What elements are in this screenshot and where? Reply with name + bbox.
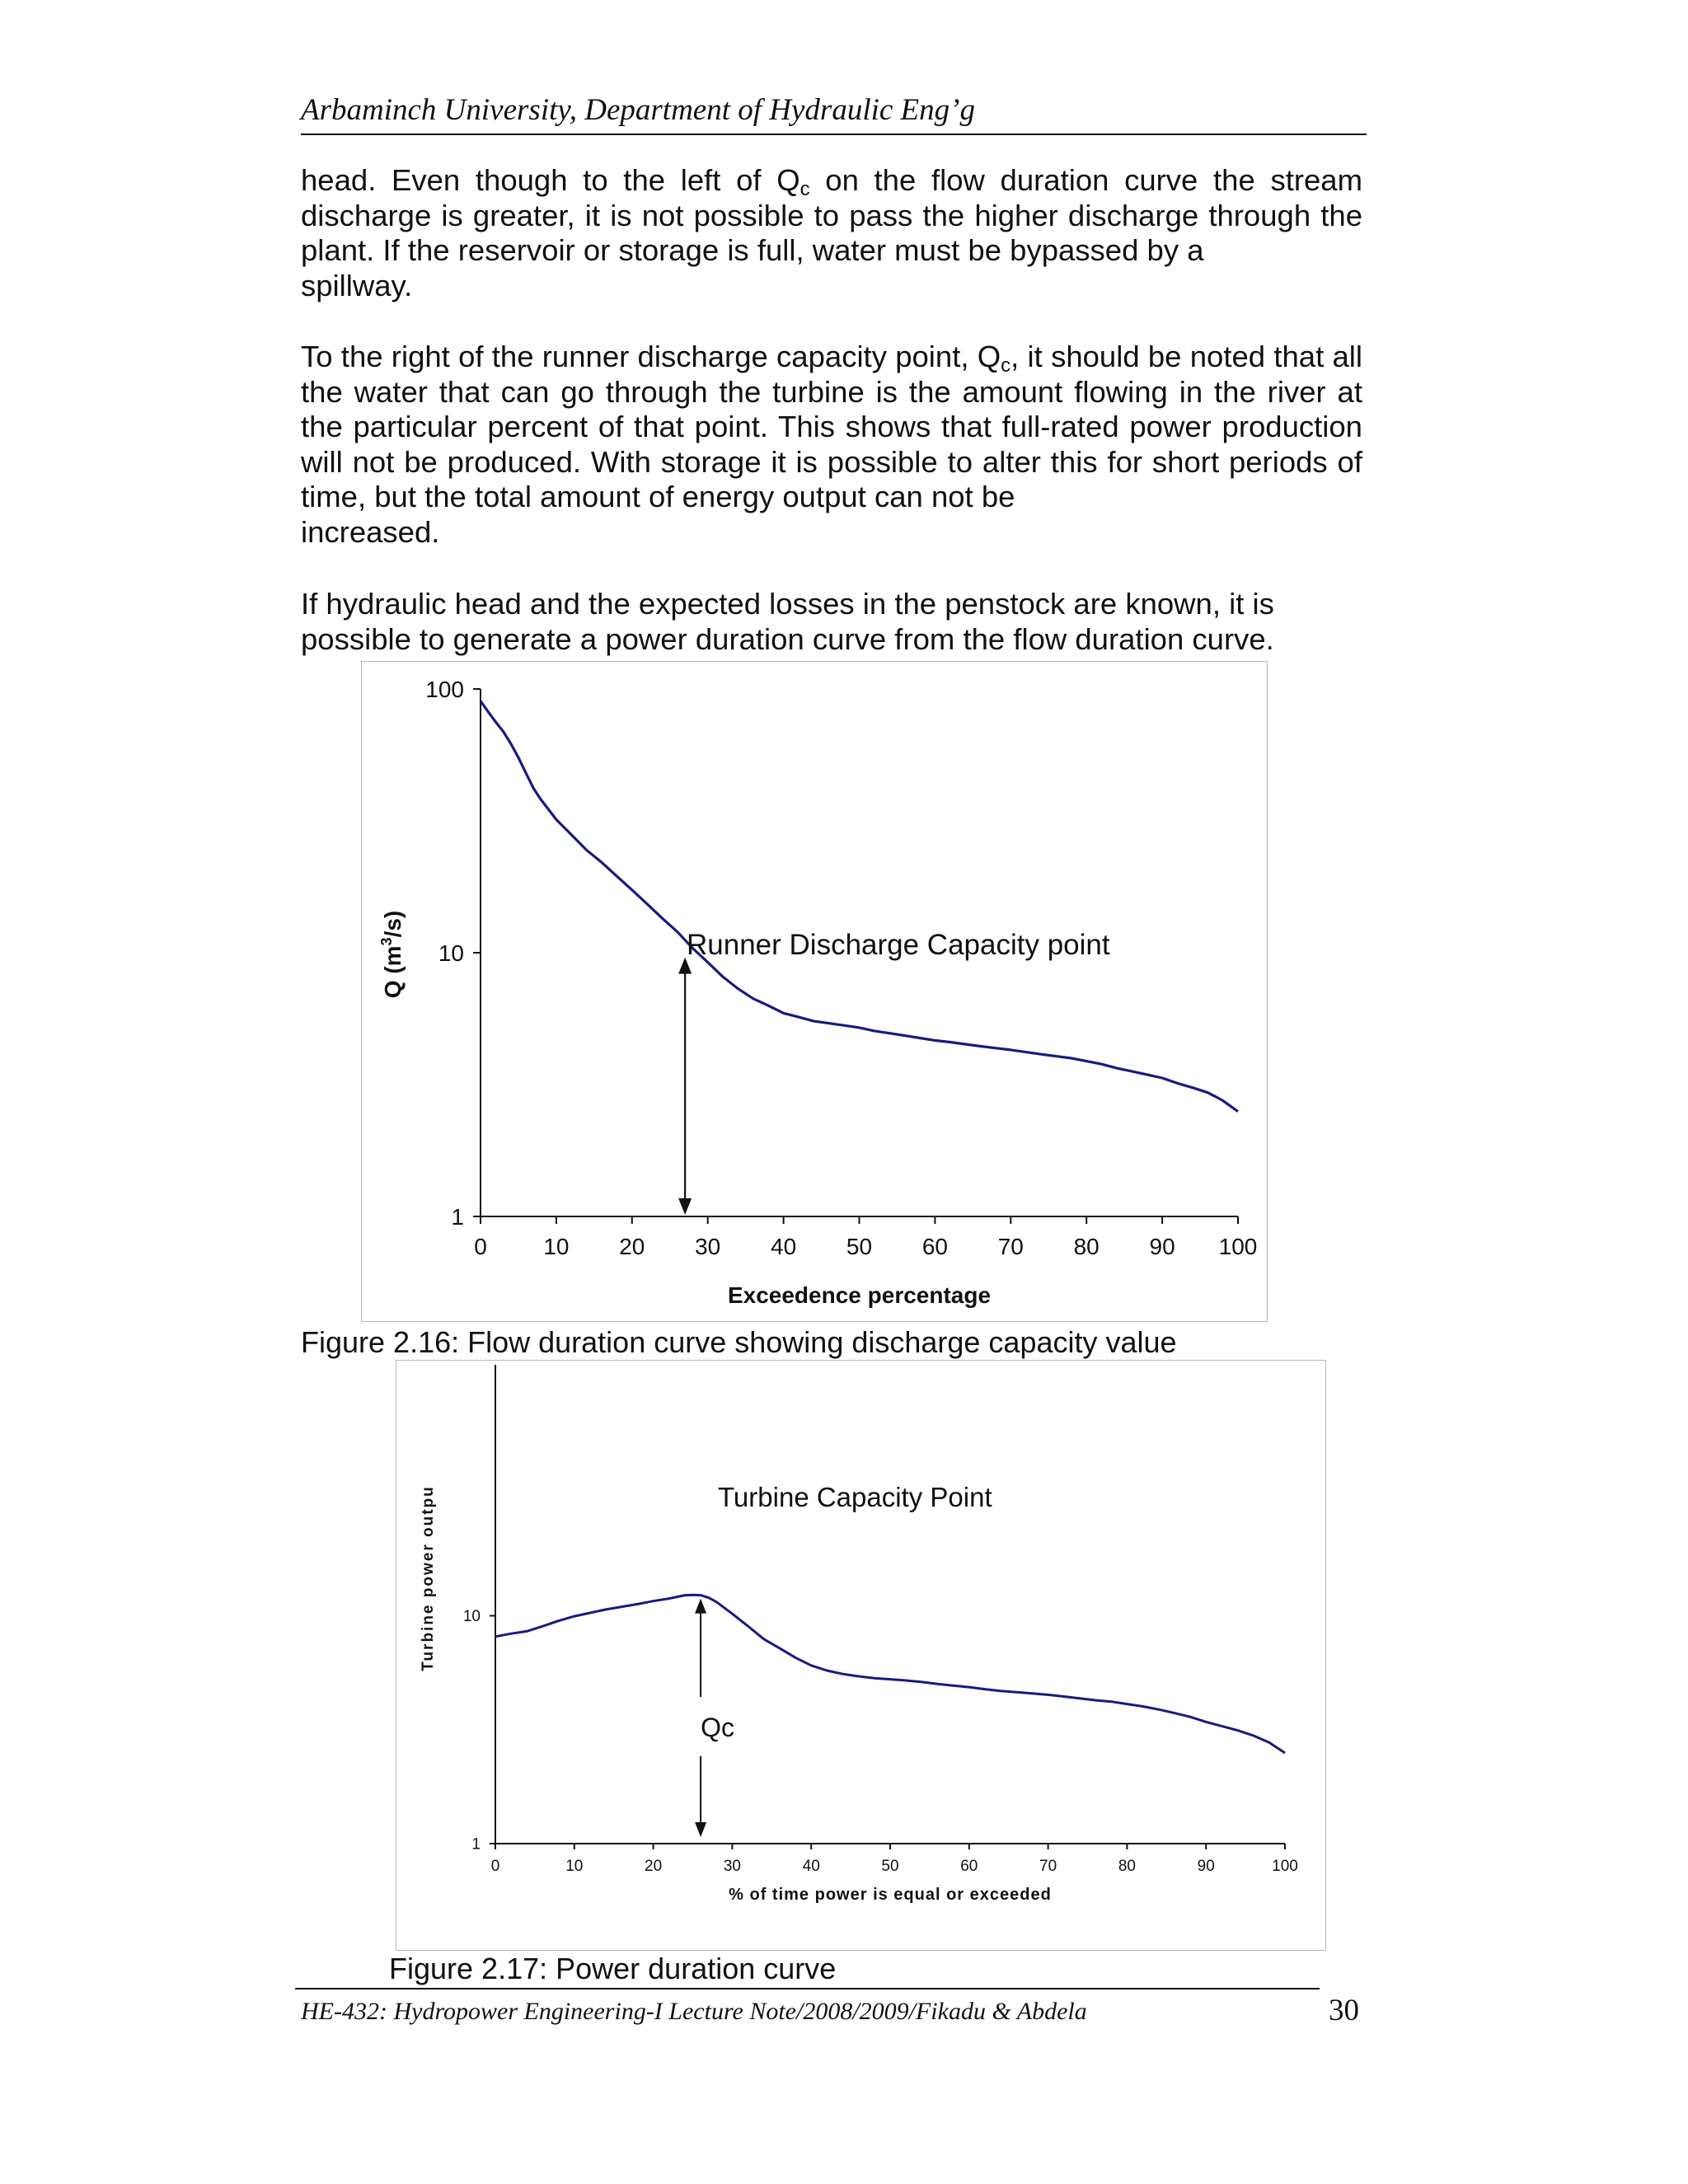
- series-line: [481, 701, 1238, 1112]
- paragraph-1-text-a: head. Even though to the left of Q: [301, 163, 800, 197]
- x-tick-label: 70: [997, 1234, 1024, 1259]
- y-tick-label: 1: [471, 1835, 481, 1854]
- qc-arrow-head-down: [695, 1822, 706, 1837]
- x-tick-label: 100: [1218, 1234, 1258, 1259]
- runner-capacity-label: Runner Discharge Capacity point: [687, 929, 1110, 961]
- page-number: 30: [1329, 1994, 1359, 2027]
- capacity-arrow-head-down: [678, 1198, 692, 1215]
- paragraph-1: [301, 163, 1362, 303]
- x-tick-label: 0: [490, 1858, 500, 1875]
- x-tick-label: 30: [695, 1234, 721, 1259]
- y-axis-title: Q $(m^3/s)$: [378, 910, 406, 999]
- x-tick-label: 80: [1073, 1234, 1100, 1259]
- paragraph-2-subscript: c: [1001, 354, 1011, 377]
- x-tick-label: 20: [619, 1234, 645, 1259]
- x-tick-label: 90: [1197, 1858, 1215, 1875]
- x-tick-label: 60: [921, 1234, 948, 1259]
- x-tick-label: 30: [723, 1858, 741, 1875]
- x-tick-label: 20: [645, 1858, 663, 1875]
- paragraph-1-subscript: c: [799, 178, 810, 200]
- paragraph-3-last-line: possible to generate a power duration curve from the flow duration curve.: [301, 621, 1274, 656]
- paragraph-2-text-a: To the right of the runner discharge capacity point, Q: [301, 340, 1001, 373]
- qc-arrow-head-up: [695, 1599, 706, 1614]
- x-tick-label: 0: [474, 1234, 487, 1259]
- x-tick-label: 70: [1039, 1858, 1057, 1875]
- paragraph-3: [301, 587, 1362, 657]
- paragraph-2: [301, 340, 1362, 550]
- running-header: Arbaminch University, Department of Hydraulic Eng’g: [301, 93, 975, 127]
- figure-flow-duration-chart: [361, 661, 1268, 1322]
- paragraph-1-text-b: on the flow duration curve the stream discharge is greater, it is not possible to pass the higher discharge through the plant. If the reservoir or storage is full, water must be bypassed by a: [301, 163, 1362, 267]
- paragraph-1-last-line: spillway.: [301, 268, 413, 302]
- turbine-capacity-label: Turbine Capacity Point: [718, 1482, 992, 1512]
- y-tick-label: 1: [451, 1203, 464, 1230]
- power-duration-chart-svg: [396, 1361, 1325, 1950]
- footer-text: HE-432: Hydropower Engineering-I Lecture Note/2008/2009/Fikadu & Abdela: [301, 1998, 1087, 2025]
- x-tick-label: 10: [565, 1858, 584, 1875]
- y-tick-label: 10: [438, 940, 464, 966]
- header-rule: [301, 134, 1367, 135]
- x-axis-title: Exceedence percentage: [727, 1282, 992, 1308]
- paragraph-2-last-line: increased.: [301, 514, 440, 549]
- y-tick-label: 10: [462, 1608, 481, 1626]
- x-tick-label: 50: [846, 1234, 873, 1259]
- footer-rule: [295, 1988, 1320, 1990]
- figure-power-duration-chart: [396, 1360, 1326, 1951]
- paragraph-2-text-b: , it should be noted that all the water that can go through the turbine is the amount flowing in the river at the particular percent of that point. This shows that full-rated power production will not be produced. With storage it is possible to alter this for short periods of time, but the total amount of energy output can not be: [301, 340, 1362, 513]
- x-tick-label: 10: [543, 1234, 570, 1259]
- figure-2-16-caption: Figure 2.16: Flow duration curve showing discharge capacity value: [301, 1325, 1177, 1359]
- series-line: [495, 1595, 1285, 1753]
- x-tick-label: 90: [1149, 1234, 1175, 1259]
- x-tick-label: 80: [1118, 1858, 1136, 1875]
- x-tick-label: 100: [1272, 1858, 1298, 1875]
- y-axis-title: Turbine power outpu: [420, 1485, 437, 1671]
- flow-duration-chart-svg: [362, 662, 1267, 1321]
- y-tick-label: 100: [425, 676, 464, 702]
- x-tick-label: 60: [960, 1858, 978, 1875]
- x-tick-label: 40: [771, 1234, 797, 1259]
- x-tick-label: 40: [802, 1858, 820, 1875]
- x-axis-title: % of time power is equal or exceeded: [729, 1886, 1052, 1904]
- figure-2-17-caption: Figure 2.17: Power duration curve: [389, 1952, 837, 1985]
- x-tick-label: 50: [881, 1858, 899, 1875]
- qc-label: Qc: [701, 1713, 734, 1742]
- paragraph-3-text-a: If hydraulic head and the expected losses in the penstock are known, it is: [301, 587, 1274, 621]
